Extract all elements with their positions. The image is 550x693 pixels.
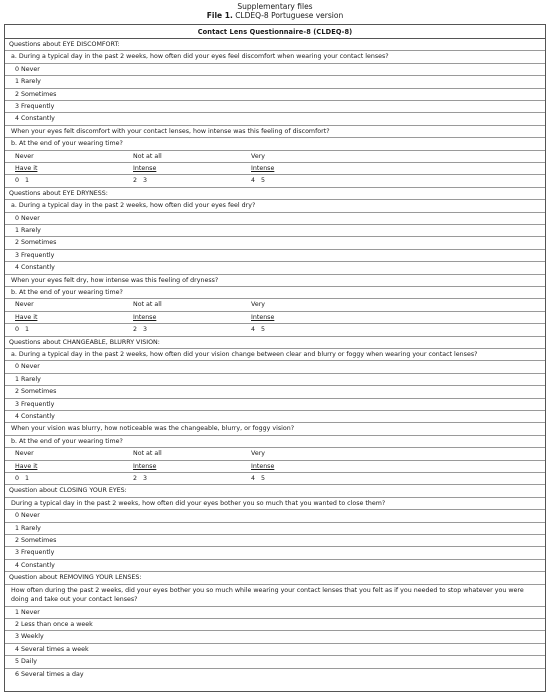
scale-row-numbers: 0 1 2 3 4 5: [5, 473, 545, 485]
file-caption: [0, 11, 550, 20]
option-frequently: 3 Frequently: [5, 547, 545, 559]
option-removing-several-daily: 6 Several times a day: [15, 670, 84, 678]
option-removing-weekly: 3 Weekly: [5, 631, 545, 643]
question-blurry-frequency: a. During a typical day in the past 2 weeks, how often did your vision change between clear and blurry or foggy when wearing your contact lenses?: [5, 349, 545, 361]
scale-row-numbers: 0 1 2 3 4 5: [5, 324, 545, 336]
question-removing-frequency: How often during the past 2 weeks, did your eyes bother you so much while wearing your contact lenses that you felt as if you needed to stop whatever you were doing and take out your contact lenses?: [5, 585, 545, 607]
option-never: 0 Never: [5, 510, 545, 522]
scale-row-top: Never Not at all Very: [5, 151, 545, 163]
option-constantly: 4 Constantly: [5, 113, 545, 125]
option-sometimes: 2 Sometimes: [5, 386, 545, 398]
option-rarely: 1 Rarely: [5, 374, 545, 386]
scale-row-top: Never Not at all Very: [5, 299, 545, 311]
scale-row-numbers: 0 1 2 3 4 5: [5, 175, 545, 187]
section-heading-closing: Question about CLOSING YOUR EYES:: [5, 485, 545, 497]
file-title: CLDEQ-8 Portuguese version: [235, 11, 344, 20]
option-rarely: 1 Rarely: [5, 225, 545, 237]
section-heading-removing: Question about REMOVING YOUR LENSES:: [5, 572, 545, 584]
option-constantly: 4 Constantly: [5, 560, 545, 572]
option-sometimes: 2 Sometimes: [5, 89, 545, 101]
question-discomfort-frequency: a. During a typical day in the past 2 weeks, how often did your eyes feel discomfort when wearing your contact lenses?: [5, 51, 545, 63]
option-frequently: 3 Frequently: [5, 399, 545, 411]
option-frequently: 3 Frequently: [5, 101, 545, 113]
scale-row-bottom: Have it Intense Intense: [5, 312, 545, 324]
section-heading-blurry: Questions about CHANGEABLE, BLURRY VISION:: [5, 337, 545, 349]
option-rarely: 1 Rarely: [5, 523, 545, 535]
questionnaire-title: Contact Lens Questionnaire-8 (CLDEQ-8): [5, 25, 545, 39]
option-frequently: 3 Frequently: [5, 250, 545, 262]
supplementary-heading: Supplementary files: [237, 2, 313, 11]
option-never: 0 Never: [5, 361, 545, 373]
option-removing-less-than-weekly: 2 Less than once a week: [5, 619, 545, 631]
question-dryness-frequency: a. During a typical day in the past 2 weeks, how often did your eyes feel dry?: [5, 200, 545, 212]
option-removing-daily: 5 Daily: [5, 656, 545, 668]
scale-row-bottom: Have it Intense Intense: [5, 461, 545, 473]
questionnaire-table: [4, 24, 546, 692]
question-end-of-wearing: b. At the end of your wearing time?: [5, 436, 545, 448]
option-never: 0 Never: [5, 64, 545, 76]
question-end-of-wearing: b. At the end of your wearing time?: [5, 287, 545, 299]
question-end-of-wearing: b. At the end of your wearing time?: [5, 138, 545, 150]
question-blurry-intensity: When your vision was blurry, how noticeable was the changeable, blurry, or foggy vision?: [5, 423, 545, 435]
section-heading-discomfort: Questions about EYE DISCOMFORT:: [5, 39, 545, 51]
option-sometimes: 2 Sometimes: [5, 535, 545, 547]
option-constantly: 4 Constantly: [5, 262, 545, 274]
option-never: 0 Never: [5, 213, 545, 225]
file-label: File 1.: [206, 11, 233, 20]
option-removing-several-weekly: 4 Several times a week: [5, 644, 545, 656]
scale-row-bottom: Have it Intense Intense: [5, 163, 545, 175]
scale-row-top: Never Not at all Very: [5, 448, 545, 460]
option-rarely: 1 Rarely: [5, 76, 545, 88]
option-removing-never: 1 Never: [5, 607, 545, 619]
question-dryness-intensity: When your eyes felt dry, how intense was this feeling of dryness?: [5, 275, 545, 287]
option-constantly: 4 Constantly: [5, 411, 545, 423]
section-heading-dryness: Questions about EYE DRYNESS:: [5, 188, 545, 200]
question-closing-frequency: During a typical day in the past 2 weeks, how often did your eyes bother you so much that you wanted to close them?: [5, 498, 545, 510]
question-discomfort-intensity: When your eyes felt discomfort with your contact lenses, how intense was this feeling of discomfort?: [5, 126, 545, 138]
option-sometimes: 2 Sometimes: [5, 237, 545, 249]
